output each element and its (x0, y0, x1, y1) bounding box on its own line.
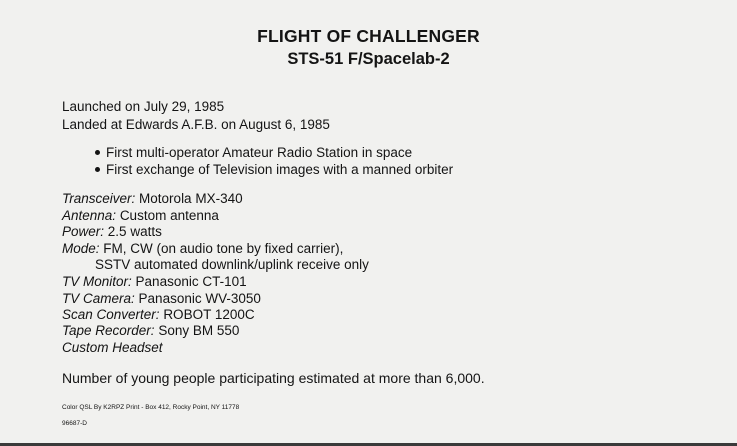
spec-transceiver (62, 190, 243, 207)
spec-headset (62, 339, 163, 356)
card-code: 96687-D (62, 420, 87, 427)
spec-power (62, 223, 162, 240)
spec-value: Sony BM 550 (158, 323, 240, 338)
card-subtitle: STS-51 F/Spacelab-2 (287, 50, 450, 68)
card-title: FLIGHT OF CHALLENGER (257, 26, 480, 46)
spec-value: Motorola MX-340 (139, 191, 243, 206)
spec-label: Power: (62, 224, 105, 239)
spec-scan-converter (62, 306, 255, 323)
spec-label: Scan Converter: (62, 307, 160, 322)
bullet-icon (95, 150, 100, 155)
bullet-icon (95, 167, 100, 172)
printer-credit: Color QSL By K2RPZ Print - Box 412, Rocky Point, NY 11778 (62, 404, 240, 411)
spec-label: Antenna: (62, 208, 117, 223)
spec-value: Custom antenna (119, 208, 219, 223)
spec-value: SSTV automated downlink/uplink receive only (95, 257, 369, 272)
spec-antenna (62, 207, 219, 224)
first-item (95, 144, 412, 161)
first-item-text: First exchange of Television images with a manned orbiter (106, 162, 454, 177)
landing-info: Landed at Edwards A.F.B. on August 6, 1985 (62, 117, 330, 132)
spec-value: FM, CW (on audio tone by fixed carrier), (103, 241, 344, 256)
spec-label: Transceiver: (62, 191, 136, 206)
spec-value: Panasonic CT-101 (135, 274, 247, 289)
first-item (95, 161, 453, 178)
spec-value: 2.5 watts (107, 224, 162, 239)
spec-label: Custom Headset (62, 340, 163, 355)
spec-label: TV Camera: (62, 291, 135, 306)
spec-tape-recorder (62, 322, 239, 339)
spec-value: Panasonic WV-3050 (138, 291, 261, 306)
spec-tv-monitor (62, 273, 247, 290)
launch-date: Launched on July 29, 1985 (62, 99, 225, 114)
spec-mode (62, 240, 343, 257)
first-item-text: First multi-operator Amateur Radio Station in space (106, 145, 413, 160)
spec-label: Tape Recorder: (62, 323, 155, 338)
spec-tv-camera (62, 290, 261, 307)
spec-label: Mode: (62, 241, 100, 256)
spec-label: TV Monitor: (62, 274, 132, 289)
spec-value: ROBOT 1200C (163, 307, 255, 322)
participation-summary: Number of young people participating estimated at more than 6,000. (62, 370, 485, 386)
spec-mode-continued (95, 256, 369, 273)
